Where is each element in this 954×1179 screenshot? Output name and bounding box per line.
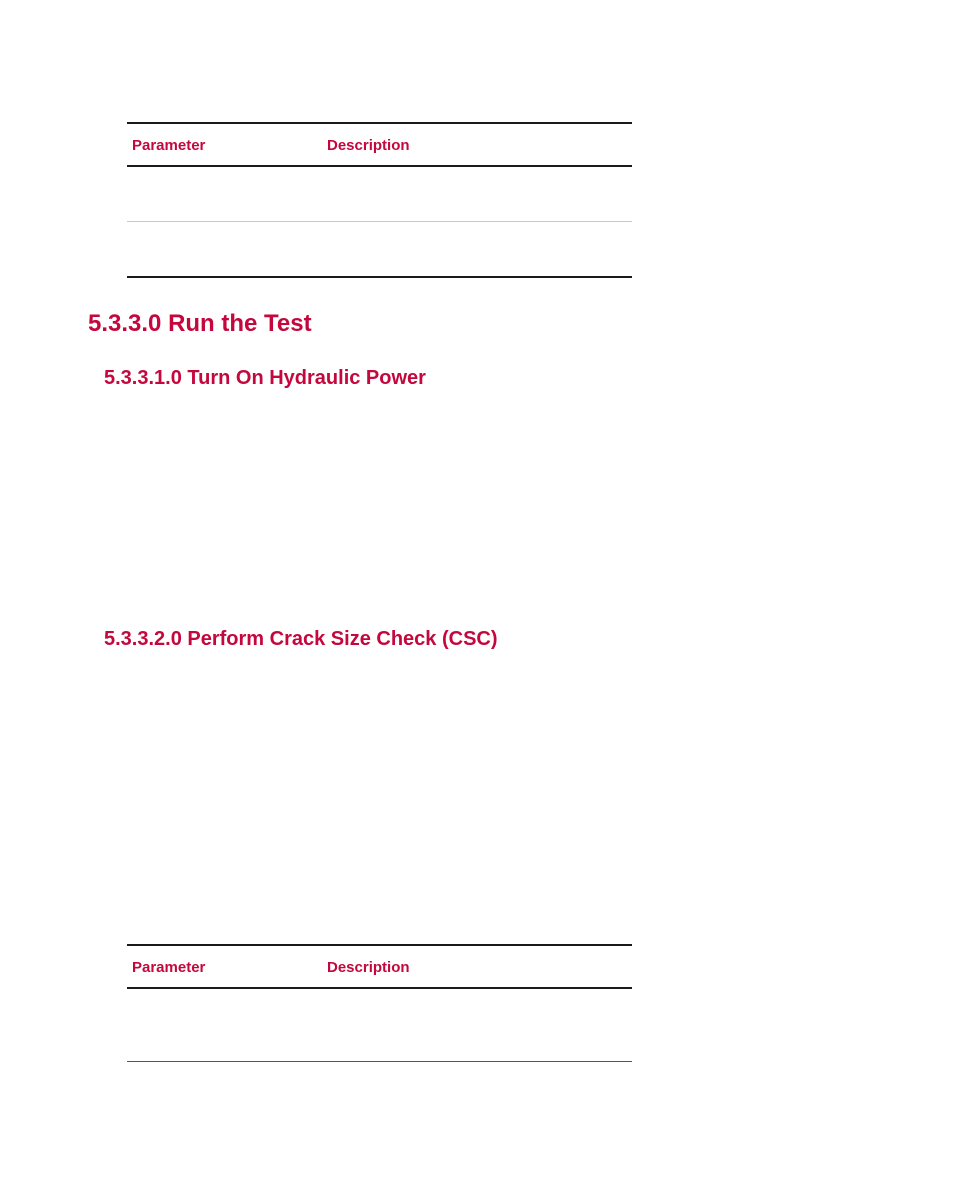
column-header-parameter: Parameter: [132, 959, 206, 976]
subsection-heading-crack-size-check: 5.3.3.2.0 Perform Crack Size Check (CSC): [104, 628, 498, 650]
table-row: [127, 222, 632, 278]
parameter-table-1: [127, 122, 632, 278]
subsection-heading-hydraulic-power: 5.3.3.1.0 Turn On Hydraulic Power: [104, 367, 426, 389]
parameter-table-2: [127, 944, 632, 1062]
column-header-description: Description: [327, 137, 410, 154]
section-heading: 5.3.3.0 Run the Test: [88, 310, 312, 337]
column-header-parameter: Parameter: [132, 137, 206, 154]
table-row: [127, 167, 632, 222]
table-row: [127, 989, 632, 1062]
table-header-row: [127, 946, 632, 989]
column-header-description: Description: [327, 959, 410, 976]
table-header-row: [127, 124, 632, 167]
